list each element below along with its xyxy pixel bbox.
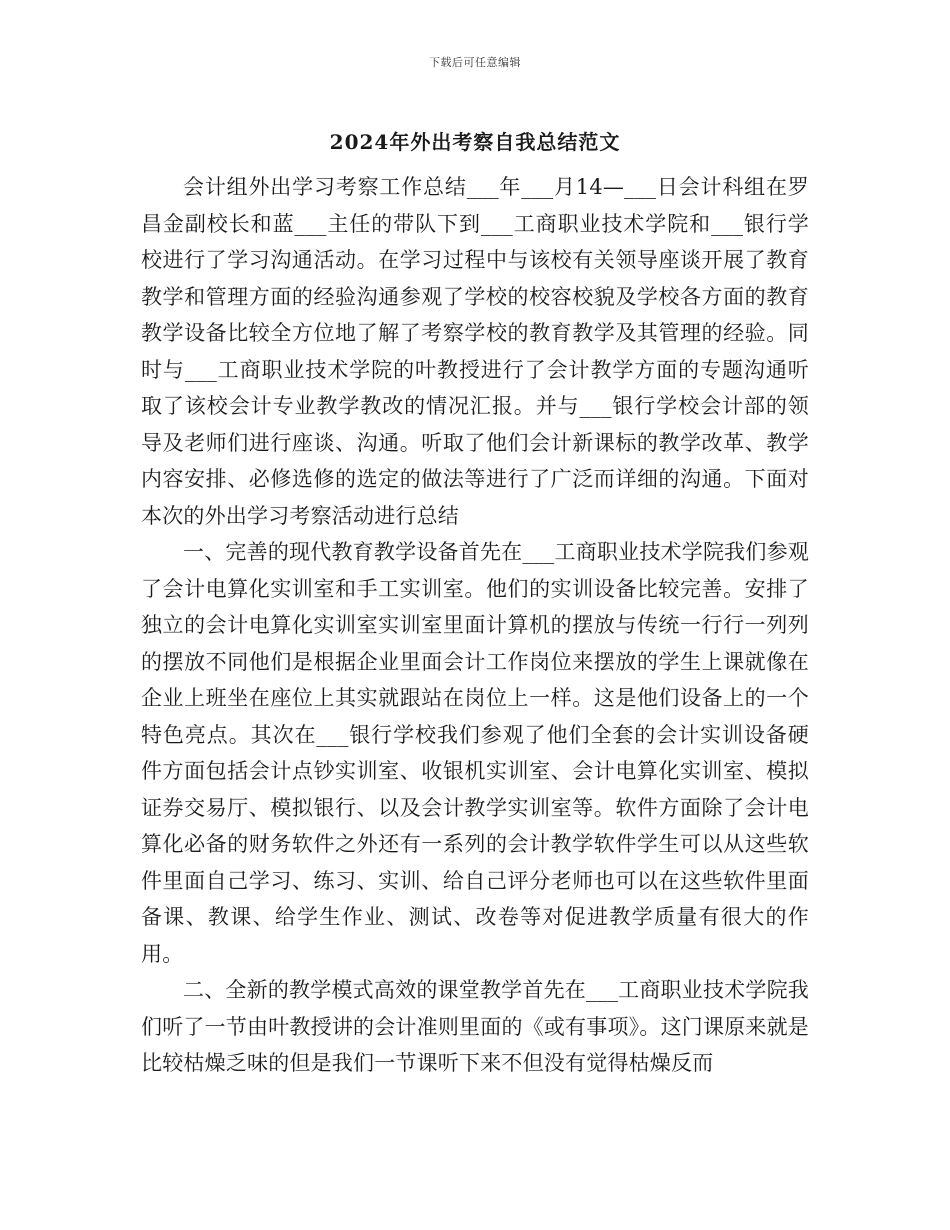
paragraph-section-1: 一、完善的现代教育教学设备首先在___工商职业技术学院我们参观了会计电算化实训室和手工实训室。他们的实训设备比较完善。安排了独立的会计电算化实训室实训室里面计算机的摆放与传统一行行一列列的摆放不同他们是根据企业里面会计工作岗位来摆放的学生上课就像在企业上班坐在座位上其实就跟站在岗位上一样。这是他们设备上的一个特色亮点。其次在___银行学校我们参观了他们全套的会计实训设备硬件方面包括会计点钞实训室、收银机实训室、会计电算化实训室、模拟证券交易厅、模拟银行、以及会计教学实训室等。软件方面除了会计电算化必备的财务软件之外还有一系列的会计教学软件学生可以从这些软件里面自己学习、练习、实训、给自己评分老师也可以在这些软件里面备课、教课、给学生作业、测试、改卷等对促进教学质量有很大的作用。 xyxy=(141,540,809,966)
document-title: 2024年外出考察自我总结范文 xyxy=(329,130,621,154)
paragraph-intro: 会计组外出学习考察工作总结___年___月14—___日会计科组在罗昌金副校长和蓝___主任的带队下到___工商职业技术学院和___银行学校进行了学习沟通活动。在学习过程中与该校有关领导座谈开展了教育教学和管理方面的经验沟通参观了学校的校容校貌及学校各方面的教育教学设备比较全方位地了解了考察学校的教育教学及其管理的经验。同时与___工商职业技术学院的叶教授进行了会计教学方面的专题沟通听取了该校会计专业教学教改的情况汇报。并与___银行学校会计部的领导及老师们进行座谈、沟通。听取了他们会计新课标的教学改革、教学内容安排、必修选修的选定的做法等进行了广泛而详细的沟通。下面对本次的外出学习考察活动进行总结 xyxy=(141,175,809,528)
header-note: 下载后可任意编辑 xyxy=(429,56,521,69)
document-body xyxy=(141,169,809,1082)
paragraph-section-2: 二、全新的教学模式高效的课堂教学首先在___工商职业技术学院我们听了一节由叶教授讲的会计准则里面的《或有事项》。这门课原来就是比较枯燥乏味的但是我们一节课听下来不但没有觉得枯燥反而 xyxy=(141,978,809,1075)
